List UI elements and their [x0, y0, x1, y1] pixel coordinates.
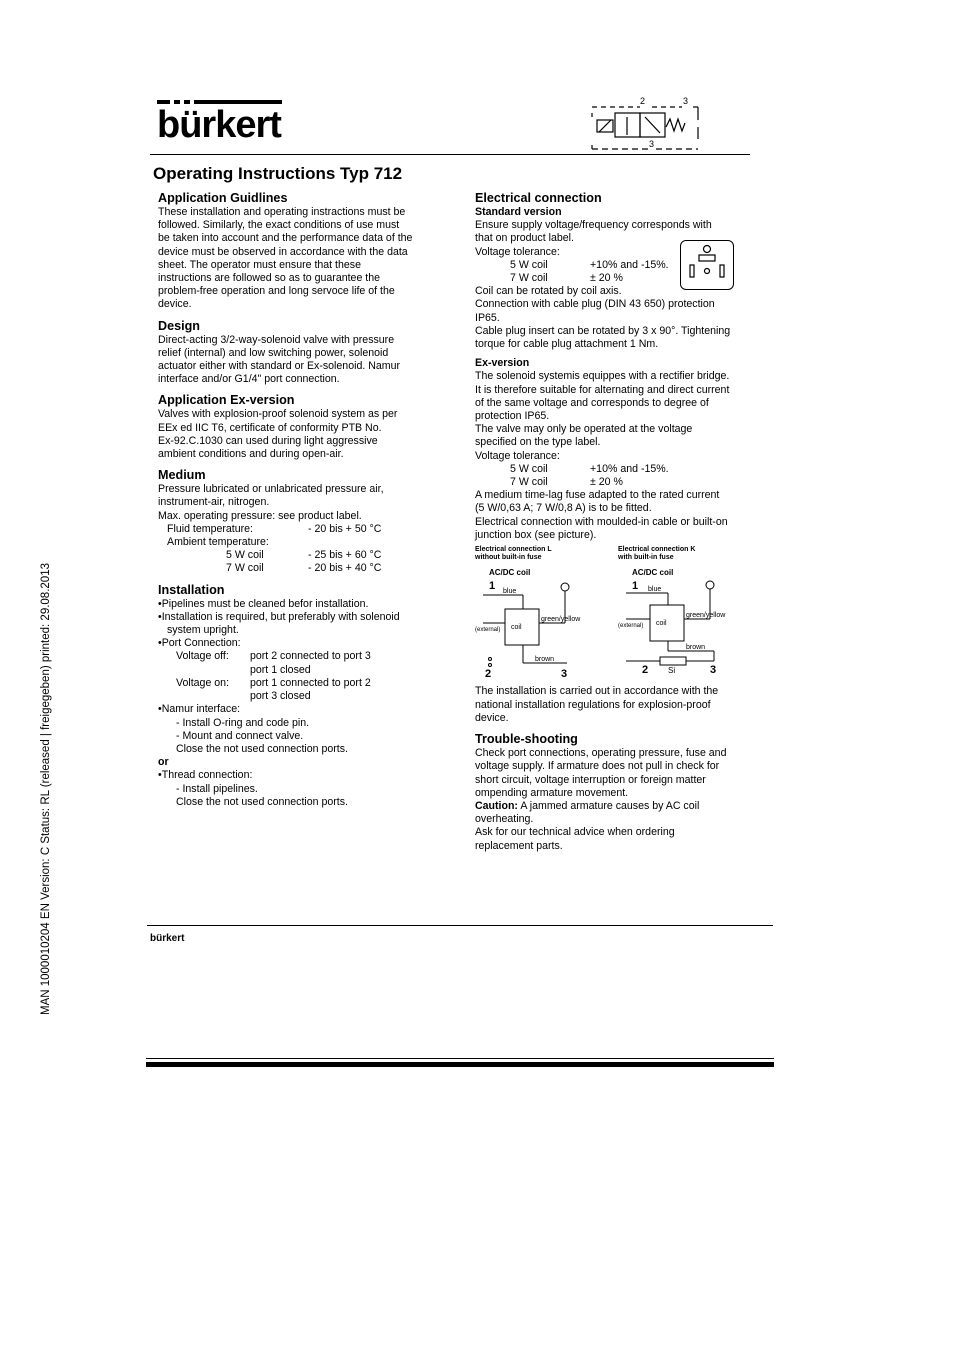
header-rule [150, 154, 750, 155]
svg-text:2: 2 [642, 664, 649, 677]
svg-text:2: 2 [640, 96, 646, 106]
svg-text:brown: brown [686, 644, 706, 652]
cable-plug-icon [680, 240, 734, 290]
svg-text:green/yellow: green/yellow [541, 616, 581, 624]
svg-text:green/yellow: green/yellow [686, 612, 726, 620]
svg-text:3: 3 [683, 96, 689, 106]
left-column [158, 191, 448, 809]
diagram-L-schematic [475, 579, 600, 679]
svg-text:3: 3 [561, 668, 568, 680]
svg-text:3: 3 [649, 139, 655, 149]
svg-text:blue: blue [503, 588, 517, 596]
svg-text:coil: coil [511, 624, 522, 632]
bottom-rule-thin [146, 1058, 774, 1059]
installation-note: The installation is carried out in accordance with the national installation regulations for explosion-proof device. [475, 685, 719, 724]
svg-text:Si: Si [668, 666, 676, 676]
svg-text:2: 2 [485, 668, 492, 680]
svg-text:(external): (external) [475, 627, 501, 634]
subheading-ex-version: Ex-version [475, 357, 530, 370]
bottom-rule-thick [146, 1062, 774, 1067]
heading-trouble-shooting: Trouble-shooting [475, 732, 578, 747]
diagram-L: Electrical connection L without built-in fuse AC/DC coil 1 blue coil (external) green/yellow brown 2 3 [475, 546, 600, 683]
footer-rule [147, 925, 773, 926]
svg-text:brown: brown [535, 656, 555, 664]
burkert-logo [157, 100, 282, 140]
svg-text:(external): (external) [618, 623, 644, 630]
design-text: Direct-acting 3/2-way-solenoid valve with pressure relief (internal) and low switching power, solenoid actuator either with standard or Ex-solenoid. Namur interface and/or G1/4" port connection. [158, 333, 401, 386]
page-title: Operating Instructions Typ 712 [153, 164, 403, 183]
diagram-K: Electrical connection K with built-in fuse AC/DC coil 1 blue coil (external) green/yellow brown Si 2 3 [618, 546, 748, 683]
logo-text: bürkert [157, 104, 281, 140]
trouble-shooting-text: Check port connections, operating pressure, fuse and voltage supply. If armature does not pull in check for short circuit, voltage interruption or foreign matter ompending armature movement. Caution: A jammed armature causes by AC coil overheating. Ask for our technical advice when ordering replacement parts. [475, 747, 727, 852]
right-column: Electrical connection Standard version Ensure supply voltage/frequency corresponds with that on product label. Voltage tolerance: 5 W coil +10% and -15%. 7 W coil ± 20 % Coil can be rotated by coil axis. Connection with cable plug (DIN 43 650) protection IP65. Cable plug insert can be rotated by 3 x 90°. Tightening torque for cable plug attachment 1 Nm. Ex-version The solenoid systemis equippes with a rectifier bridge. It is therefore suitable for alternating and direct current of the same voltage and corresponds to degree of protection IP65. The valve may only be operated at the voltage specified on the type label. Voltage tolerance: 5 W coil +10% and -15%. 7 W coil ± 20 % A medium time-lag fuse adapted to the rated current (5 W/0,63 A; 7 W/0,8 A) is to be fitted. Electrical connection with moulded-in cable or built-on junction box (see picture). Electrical connection L without built-in fuse AC/DC coil 1 blue coil (external) green/yellow brown 2 3 Electrical connection K with built-in fuse AC/DC coil 1 blue coil (external) green/yellow brown Si 2 3 The installation is carried out in accordance with the national installation regulations for explosion-proof device. Trouble-shooting Check port connections, operating pressure, fuse and voltage supply. If armature does not pull in check for short circuit, voltage interruption or foreign matter ompending armature movement. Caution: A jammed armature causes by AC coil overheating. Ask for our technical advice when ordering replacement parts. [475, 191, 765, 853]
heading-app-guidelines: Application Guidlines [158, 191, 288, 205]
application-ex-text: Valves with explosion-proof solenoid system as per EEx ed IIC T6, certificate of conformity PTB No. Ex-92.C.1030 can used during light aggressive ambient conditions and during open-air. [158, 408, 398, 461]
svg-text:1: 1 [489, 580, 496, 593]
svg-text:blue: blue [648, 586, 662, 594]
app-guidelines-text: These installation and operating instractions must be followed. Similarly, the exact conditions of use must be taken into account and the performance data of the device must be observed in accordance with the data sheet. The operator must ensure that these instructions are followed so as to guarantee the problem-free operation and long servoce life of the device. [158, 206, 413, 311]
heading-electrical-connection: Electrical connection [475, 191, 602, 205]
installation-text: • Pipelines must be cleaned befor installation. • Installation is required, but preferably with solenoid system upright. • Port Connection: Voltage off: port 2 connected to port 3 port 1 closed Voltage on: port 1 connected to port 2 port 3 closed • Namur interface: - Install O-ring and code pin. - Mount and connect valve. Close the not used connection ports. or • Thread connection: - Install pipelines. Close the not used connection ports. [158, 598, 448, 809]
document-side-stamp: MAN 1000010204 EN Version: C Status: RL (released | freigegeben) printed: 29.08.2013 [40, 563, 52, 1015]
valve-symbol [590, 95, 705, 153]
heading-medium: Medium [158, 468, 206, 483]
heading-installation: Installation [158, 582, 225, 597]
medium-text: Pressure lubricated or unlabricated pressure air, instrument-air, nitrogen. Max. operating pressure: see product label. Fluid temperature: - 20 bis + 50 °C Ambient temperature: 5 W coil - 25 bis + 60 °C 7 W coil - 20 bis + 40 °C [158, 483, 384, 575]
svg-text:3: 3 [710, 664, 717, 677]
subheading-standard: Standard version [475, 206, 562, 218]
wiring-diagrams [475, 546, 765, 683]
footer-brand: bürkert [150, 933, 185, 944]
heading-design: Design [158, 318, 200, 333]
heading-application-ex: Application Ex-version [158, 393, 295, 408]
svg-text:1: 1 [632, 580, 639, 593]
diagram-K-schematic [618, 579, 748, 679]
svg-text:coil: coil [656, 620, 667, 628]
